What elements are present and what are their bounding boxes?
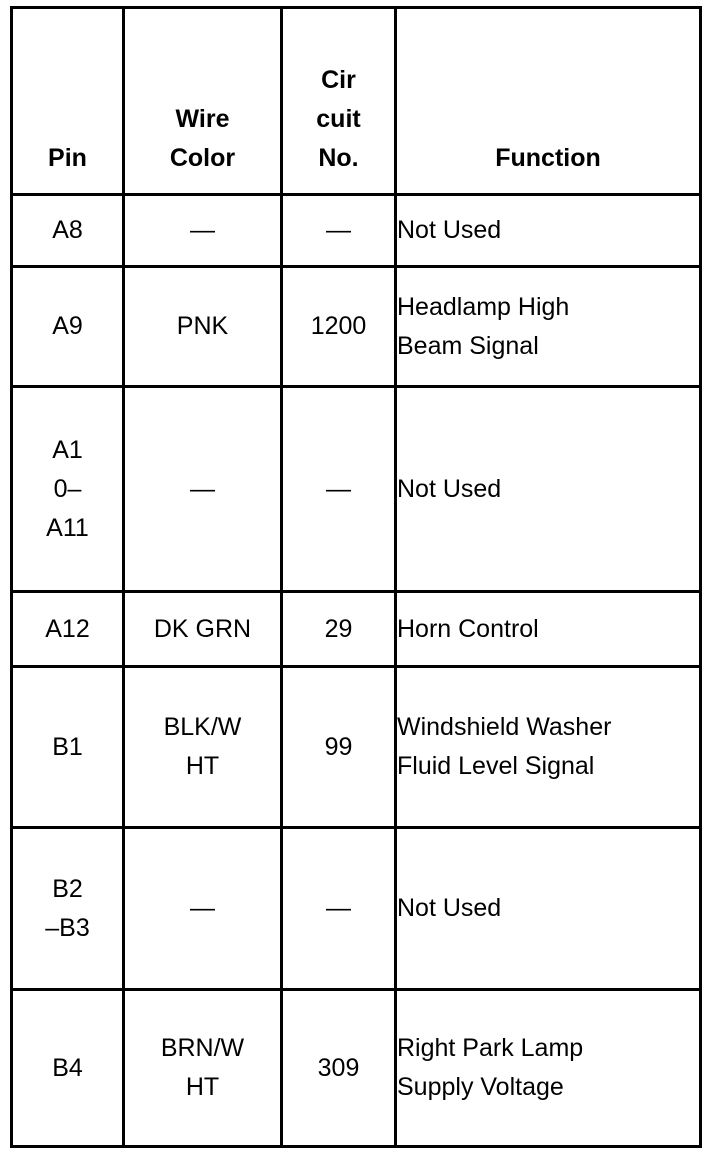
pin-cell: A8 <box>12 195 124 267</box>
circuit-cell: — <box>282 387 396 592</box>
wire-color-cell: PNK <box>124 267 282 387</box>
pin-table <box>10 6 702 1148</box>
table-row <box>12 667 701 828</box>
pin-cell: B1 <box>12 667 124 828</box>
circuit-cell: 99 <box>282 667 396 828</box>
pin-cell: B2 –B3 <box>12 828 124 990</box>
function-cell: Not Used <box>396 387 701 592</box>
circuit-cell: — <box>282 828 396 990</box>
wire-color-cell: BLK/W HT <box>124 667 282 828</box>
table-row <box>12 828 701 990</box>
pin-cell: A1 0– A11 <box>12 387 124 592</box>
wire-color-cell: DK GRN <box>124 592 282 667</box>
wire-color-cell: — <box>124 828 282 990</box>
table-row <box>12 267 701 387</box>
circuit-cell: 309 <box>282 990 396 1147</box>
table-row <box>12 195 701 267</box>
pin-cell: A12 <box>12 592 124 667</box>
function-cell: Right Park Lamp Supply Voltage <box>396 990 701 1147</box>
header-row <box>12 8 701 195</box>
header-function: Function <box>396 8 701 195</box>
circuit-cell: 1200 <box>282 267 396 387</box>
pin-cell: B4 <box>12 990 124 1147</box>
header-wire-color: Wire Color <box>124 8 282 195</box>
pin-cell: A9 <box>12 267 124 387</box>
function-cell: Not Used <box>396 828 701 990</box>
function-cell: Not Used <box>396 195 701 267</box>
header-circuit-no: Cir cuit No. <box>282 8 396 195</box>
table-row <box>12 387 701 592</box>
table-row <box>12 990 701 1147</box>
header-pin: Pin <box>12 8 124 195</box>
function-cell: Horn Control <box>396 592 701 667</box>
table-row <box>12 592 701 667</box>
wire-color-cell: — <box>124 387 282 592</box>
circuit-cell: 29 <box>282 592 396 667</box>
wire-color-cell: — <box>124 195 282 267</box>
circuit-cell: — <box>282 195 396 267</box>
wire-color-cell: BRN/W HT <box>124 990 282 1147</box>
function-cell: Windshield Washer Fluid Level Signal <box>396 667 701 828</box>
function-cell: Headlamp High Beam Signal <box>396 267 701 387</box>
